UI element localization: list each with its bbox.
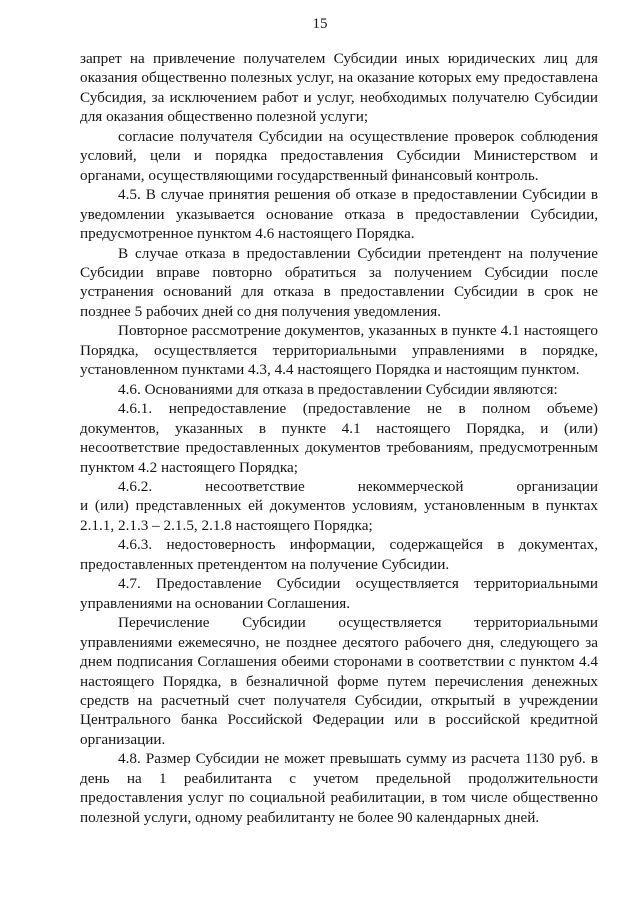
paragraph-4-6: 4.6. Основаниями для отказа в предоставлении Субсидии являются: [118,380,558,398]
page-number: 15 [312,16,328,32]
paragraph-prohibition-third-parties: запрет на привлечение получателем Субсидии иных юридических лиц для оказания общественно полезных услуг, на оказание которых ему предоставлена Субсидия, за исключением работ и услуг, необходимых получателю Субсидии для оказания общественно полезной услуги; [80,50,598,126]
document-body [80,49,598,827]
paragraph-4-6-1: 4.6.1. непредоставление (предоставление не в полном объеме) документов, указанных в пункте 4.1 настоящего Порядка, и (или) несоответствие предоставленных документов требованиям, предусмотренным пунктом 4.2 настоящего Порядка; [80,400,598,476]
paragraph-4-6-3: 4.6.3. недостоверность информации, содержащейся в документах, предоставленных претендентом на получение Субсидии. [80,536,598,573]
paragraph-4-7: 4.7. Предоставление Субсидии осуществляется территориальными управлениями на основании Соглашения. [80,575,598,612]
paragraph-repeated-review: Повторное рассмотрение документов, указанных в пункте 4.1 настоящего Порядка, осуществляется территориальными управлениями в порядке, установленном пунктами 4.3, 4.4 настоящего Порядка и настоящим пунктом. [80,322,598,379]
paragraph-consent-to-inspections: согласие получателя Субсидии на осуществление проверок соблюдения условий, цели и порядка предоставления Субсидии Министерством и органами, осуществляющими государственный финансовый контроль. [80,127,598,184]
paragraph-4-6-2-continuation: и (или) представленных ей документов условиям, установленным в пунктах 2.1.1, 2.1.3 – 2.1.5, 2.1.8 настоящего Порядка; [80,497,598,534]
paragraph-4-6-2-first-line: 4.6.2. несоответствие некоммерческой организации [118,477,598,495]
paragraph-4-5: 4.5. В случае принятия решения об отказе в предоставлении Субсидии в уведомлении указывается основание отказа в предоставлении Субсидии, предусмотренное пунктом 4.6 настоящего Порядка. [80,186,598,243]
paragraph-4-8: 4.8. Размер Субсидии не может превышать сумму из расчета 1130 руб. в день на 1 реабилитанта с учетом предельной продолжительности предоставления услуг по социальной реабилитации, в том числе общественно полезной услуги, одному реабилитанту не более 90 календарных дней. [80,750,598,826]
paragraph-transfer-of-subsidy: Перечисление Субсидии осуществляется территориальными управлениями ежемесячно, не позднее десятого рабочего дня, следующего за днем подписания Соглашения обеими сторонами в соответствии с пунктом 4.4 настоящего Порядка, в безналичной форме путем перечисления денежных средств на расчетный счет получателя Субсидии, открытый в учреждении Центрального банка Российской Федерации или в российской кредитной организации. [80,614,598,748]
paragraph-reapplication: В случае отказа в предоставлении Субсидии претендент на получение Субсидии вправе повторно обратиться за получением Субсидии после устранения оснований для отказа в предоставлении Субсидии в срок не позднее 5 рабочих дней со дня получения уведомления. [80,244,598,320]
